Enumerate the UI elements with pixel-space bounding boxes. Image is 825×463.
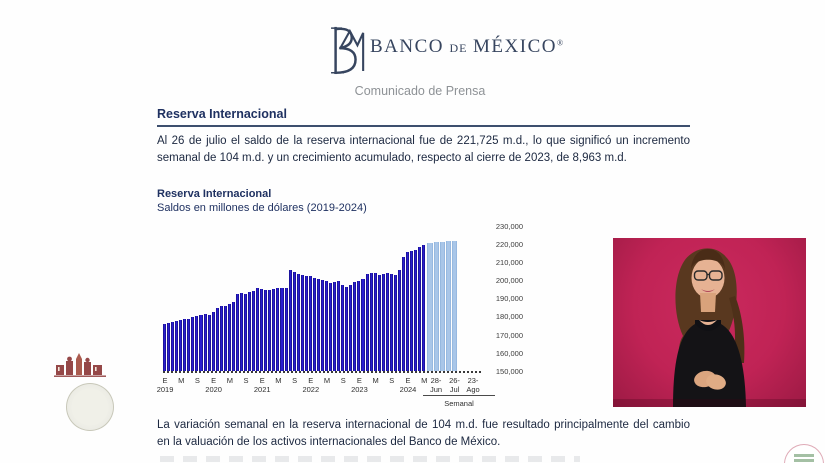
- bar-monthly: [260, 289, 263, 371]
- bar-monthly: [183, 319, 186, 372]
- bar-monthly: [224, 306, 227, 372]
- y-tick-label: 180,000: [495, 312, 523, 322]
- x-tick-month-letter: E: [356, 376, 362, 385]
- x-tick-month-letter: S: [292, 376, 298, 385]
- press-release-label: Comunicado de Prensa: [354, 84, 486, 98]
- x-tick-year: 2020: [205, 385, 222, 394]
- bar-monthly: [406, 252, 409, 372]
- brand-word-de: DE: [449, 41, 468, 55]
- bar-monthly: [341, 285, 344, 371]
- bar-monthly: [171, 322, 174, 372]
- bar-monthly: [272, 289, 275, 372]
- bar-monthly: [382, 274, 385, 371]
- bar-monthly: [228, 304, 231, 372]
- bar-monthly: [337, 281, 340, 371]
- chart-title: Reserva Internacional: [157, 188, 272, 200]
- seal-text-line: [794, 459, 814, 462]
- bar-weekly: [427, 243, 432, 372]
- bar-monthly: [317, 279, 320, 372]
- sign-language-interpreter-video: [613, 238, 806, 407]
- x-tick-month-letter: S: [194, 376, 200, 385]
- bar-monthly: [191, 317, 194, 372]
- bar-monthly: [345, 287, 348, 371]
- x-tick-year: 2019: [156, 385, 174, 394]
- registered-mark: ®: [556, 38, 565, 48]
- bar-monthly: [252, 291, 255, 371]
- x-tick-month-letter: M: [275, 376, 282, 385]
- x-tick-week-day: 26-: [449, 376, 460, 385]
- x-tick-month-letter: E: [405, 376, 411, 385]
- y-tick-label: 220,000: [495, 239, 523, 249]
- bar-monthly: [349, 285, 352, 372]
- bar-monthly: [163, 324, 166, 372]
- bar-monthly: [353, 282, 356, 371]
- brand-word-mexico: MÉXICO: [473, 36, 557, 57]
- bar-monthly: [293, 272, 296, 372]
- bar-monthly: [256, 288, 259, 371]
- seal-text-line: [794, 454, 814, 457]
- interpreter-figure: [613, 238, 806, 407]
- banco-de-mexico-monogram-icon: [328, 24, 366, 76]
- bar-monthly: [398, 270, 401, 372]
- brand-word-banco: BANCO: [370, 36, 445, 57]
- bar-monthly: [410, 251, 413, 372]
- x-tick-year: 2021: [253, 385, 271, 394]
- bar-monthly: [325, 281, 328, 371]
- y-tick-label: 160,000: [495, 348, 523, 358]
- y-tick-label: 210,000: [495, 257, 523, 267]
- bar-monthly: [301, 275, 304, 371]
- y-tick-label: 150,000: [495, 366, 523, 376]
- x-tick-week-day: 23-: [467, 376, 479, 385]
- circular-seal-watermark: [66, 383, 114, 431]
- bar-weekly: [446, 241, 451, 371]
- bar-monthly: [361, 279, 364, 372]
- reserves-bar-chart: [155, 220, 545, 410]
- bar-monthly: [309, 276, 312, 371]
- bar-monthly: [187, 319, 190, 372]
- x-tick-week-month: Jul: [449, 385, 460, 394]
- bar-monthly: [175, 321, 178, 372]
- bar-monthly: [195, 316, 198, 372]
- closing-paragraph: La variación semanal en la reserva internacional de 104 m.d. fue resultado principalmente del cambio en la valuación de los activos internacionales del Banco de México.: [157, 419, 690, 448]
- bar-monthly: [240, 293, 243, 371]
- intro-paragraph: Al 26 de julio el saldo de la reserva internacional fue de 221,725 m.d., lo que significó un incremento semanal de 104 m.d. y un crecimiento acumulado, respecto al cierre de 2023, de 8,963 m.d.: [157, 135, 690, 164]
- banco-de-mexico-header: [318, 22, 565, 80]
- bar-monthly: [402, 257, 405, 371]
- x-tick-year: 2023: [351, 385, 368, 394]
- section-title: Reserva Internacional: [157, 107, 287, 121]
- bar-monthly: [212, 312, 215, 372]
- x-tick-month-letter: S: [243, 376, 249, 385]
- bar-monthly: [216, 308, 219, 372]
- x-tick-month-letter: S: [389, 376, 395, 385]
- x-tick-month-letter: M: [421, 376, 428, 385]
- bar-monthly: [199, 315, 202, 372]
- x-tick-month-letter: E: [259, 376, 265, 385]
- bar-monthly: [422, 245, 425, 371]
- bar-monthly: [374, 273, 377, 371]
- circular-logo-watermark: [784, 444, 824, 463]
- weekly-axis-title: Semanal: [444, 399, 474, 408]
- bar-monthly: [179, 320, 182, 371]
- x-tick-month-letter: M: [372, 376, 379, 385]
- bar-monthly: [285, 288, 288, 372]
- bar-monthly: [244, 294, 247, 372]
- bar-monthly: [357, 281, 360, 371]
- bar-monthly: [390, 274, 393, 371]
- bar-monthly: [418, 247, 421, 371]
- bar-monthly: [386, 273, 389, 371]
- bar-monthly: [333, 282, 336, 371]
- brand-wordmark: [370, 36, 565, 58]
- bar-monthly: [329, 283, 332, 372]
- bar-monthly: [414, 250, 417, 372]
- x-tick-month-letter: E: [211, 376, 217, 385]
- y-tick-label: 200,000: [495, 276, 523, 286]
- bar-monthly: [220, 306, 223, 371]
- bar-monthly: [378, 275, 381, 372]
- x-tick-week-day: 28-: [430, 376, 442, 385]
- x-tick-month-letter: E: [162, 376, 168, 385]
- bar-monthly: [370, 273, 373, 372]
- bar-monthly: [208, 315, 211, 371]
- y-tick-label: 230,000: [495, 221, 523, 231]
- bar-monthly: [236, 294, 239, 371]
- bar-monthly: [313, 278, 316, 372]
- cathedral-skyline-emblem-icon: [54, 351, 106, 379]
- bar-monthly: [321, 280, 324, 371]
- bar-monthly: [204, 314, 207, 372]
- x-tick-month-letter: M: [323, 376, 331, 385]
- x-tick-month-letter: E: [308, 376, 314, 385]
- x-tick-week-month: Jun: [429, 385, 443, 394]
- bar-weekly: [440, 242, 445, 372]
- chart-subtitle: Saldos en millones de dólares (2019-2024): [157, 202, 367, 214]
- bar-monthly: [366, 274, 369, 371]
- bar-monthly: [305, 276, 308, 371]
- cut-off-text-remnant: [160, 456, 580, 462]
- x-tick-year: 2022: [302, 385, 320, 394]
- bar-monthly: [248, 292, 251, 371]
- bar-monthly: [276, 288, 279, 371]
- bar-weekly: [452, 241, 457, 371]
- bar-monthly: [280, 288, 283, 371]
- bar-monthly: [264, 290, 267, 372]
- y-tick-label: 190,000: [495, 294, 523, 304]
- weekly-bracket-line: [423, 395, 495, 396]
- bar-weekly: [434, 242, 439, 371]
- bar-monthly: [394, 275, 397, 371]
- x-tick-month-letter: M: [178, 376, 185, 385]
- x-tick-year: 2024: [399, 385, 417, 394]
- title-rule: [157, 125, 690, 127]
- bar-monthly: [167, 323, 170, 372]
- x-tick-month-letter: S: [340, 376, 346, 385]
- bar-monthly: [232, 302, 235, 371]
- x-tick-month-letter: M: [226, 376, 233, 385]
- bar-monthly: [289, 270, 292, 371]
- x-tick-week-month: Ago: [466, 385, 480, 394]
- bar-monthly: [268, 290, 271, 372]
- y-tick-label: 170,000: [495, 330, 523, 340]
- bar-monthly: [297, 274, 300, 372]
